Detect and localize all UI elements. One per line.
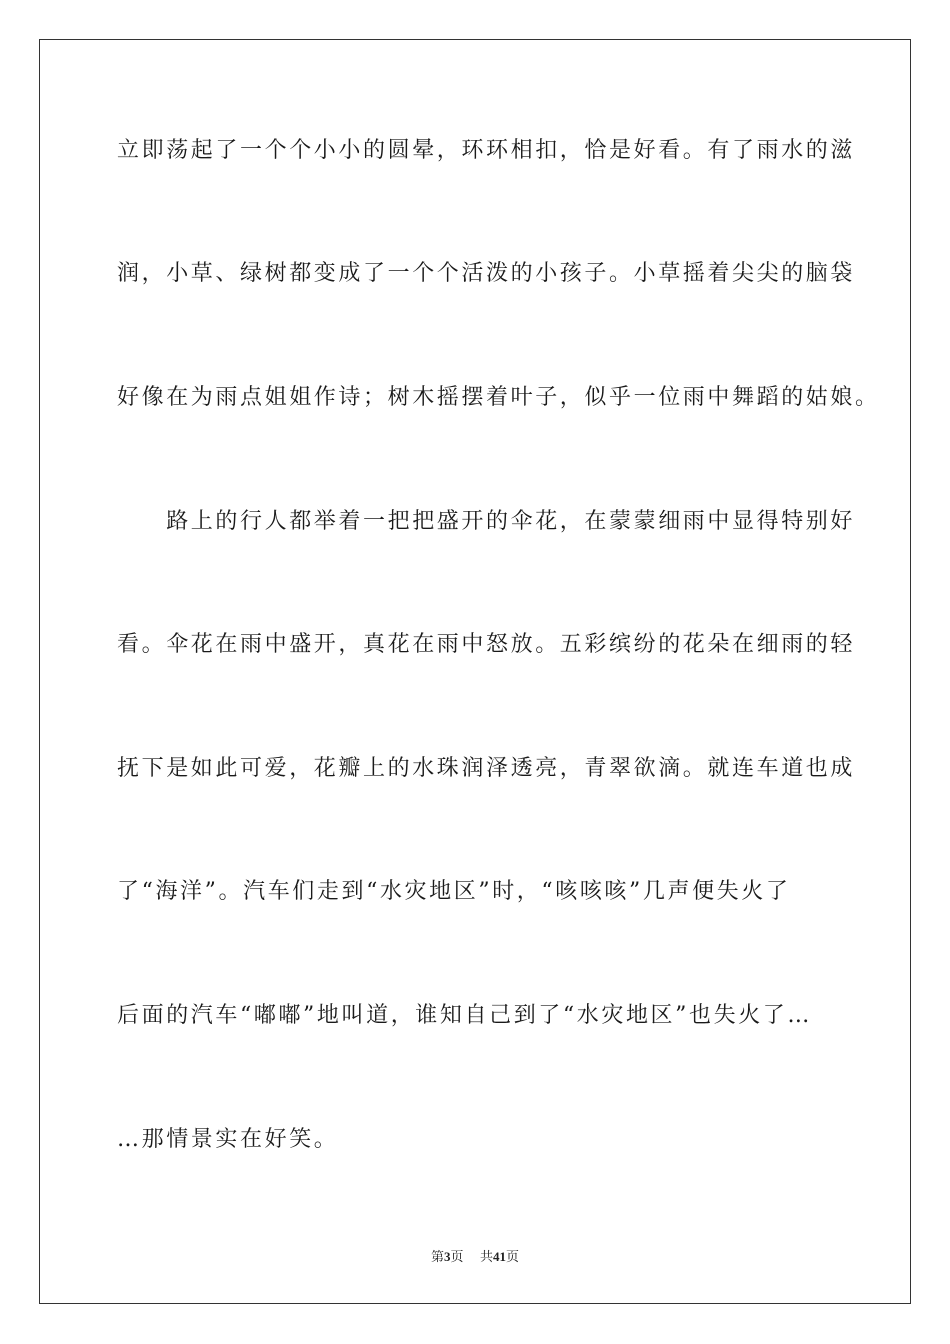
text-line-2: 润，小草、绿树都变成了一个个活泼的小孩子。小草摇着尖尖的脑袋 [117, 261, 856, 286]
text-line-7: 了“海洋”。汽车们走到“水灾地区”时，“咳咳咳”几声便失火了 [117, 879, 791, 904]
total-suffix: 页 [506, 1250, 520, 1265]
page-prefix: 第 [430, 1250, 444, 1265]
total-prefix: 共 [480, 1250, 494, 1265]
total-pages: 41 [493, 1249, 507, 1264]
page-border [39, 39, 911, 1304]
page-footer [0, 1248, 950, 1267]
text-line-5: 看。伞花在雨中盛开，真花在雨中怒放。五彩缤纷的花朵在细雨的轻 [117, 632, 856, 657]
text-line-1: 立即荡起了一个个小小的圆晕，环环相扣，恰是好看。有了雨水的滋 [117, 138, 856, 163]
text-line-4: 路上的行人都举着一把把盛开的伞花，在蒙蒙细雨中显得特别好 [117, 509, 856, 534]
page-suffix: 页 [450, 1250, 464, 1265]
text-line-8: 后面的汽车“嘟嘟”地叫道，谁知自己到了“水灾地区”也失火了… [117, 1003, 812, 1028]
text-line-3: 好像在为雨点姐姐作诗；树木摇摆着叶子，似乎一位雨中舞蹈的姑娘。 [117, 385, 880, 410]
text-line-9: …那情景实在好笑。 [117, 1127, 339, 1152]
text-line-6: 抚下是如此可爱，花瓣上的水珠润泽透亮，青翠欲滴。就连车道也成 [117, 756, 856, 781]
page-number: 3 [443, 1249, 451, 1264]
